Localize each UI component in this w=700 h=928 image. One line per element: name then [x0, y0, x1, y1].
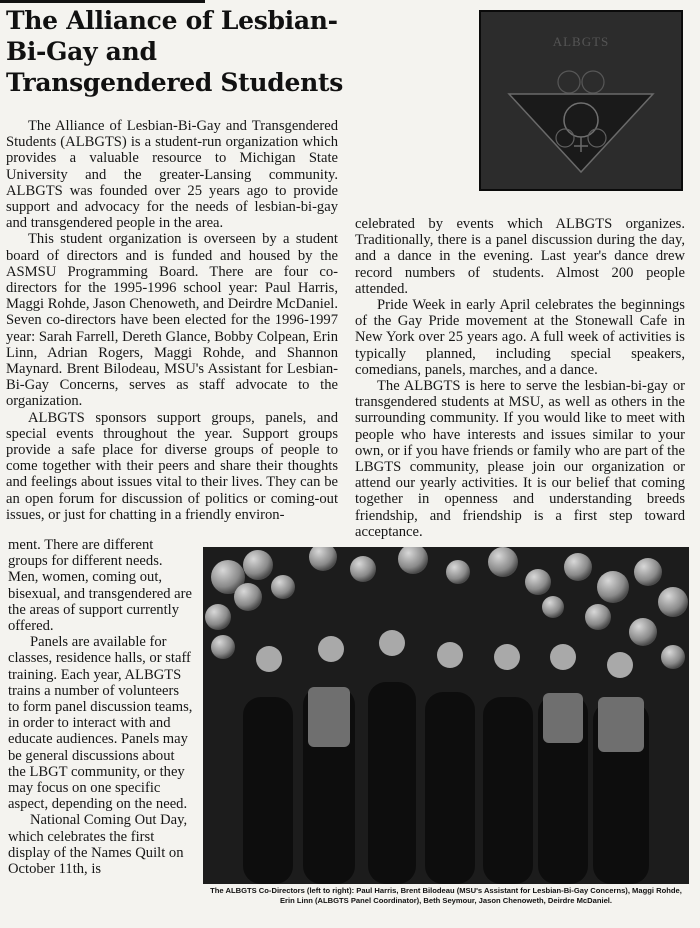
photo-caption: The ALBGTS Co-Directors (left to right): Paul Harris, Brent Bilodeau (MSU's Assistant for Lesbian-Bi-Gay Concerns), Maggi Rohde, Erin Linn (ALBGTS Panel Coordinator), Beth Seymour, Jason Chenoweth, Deirdre McDaniel.: [210, 886, 682, 905]
paragraph-intro: The Alliance of Lesbian-Bi-Gay and Transgendered Students (ALBGTS) is a student-run organization which provides a valuable resource to Michigan State University and the greater-Lansing community. ALBGTS was founded over 25 years ago to provide support and advocacy for the needs of lesbian-bi-gay and transgendered people in the area.: [6, 118, 338, 232]
paragraph-events: celebrated by events which ALBGTS organizes. Traditionally, there is a panel discussion during the day, and a dance in the evening. Last year's dance drew record numbers of students. Almost 200 people attended.: [355, 216, 685, 297]
paragraph-pride-week: Pride Week in early April celebrates the beginnings of the Gay Pride movement at the Stonewall Cafe in New York over 25 years ago. A full week of activities is typically planned, including special speakers, comedians, panels, marches, and a dance.: [355, 297, 685, 378]
group-photo-image: [203, 547, 689, 884]
group-photo: [203, 547, 689, 884]
paragraph-directors: This student organization is overseen by a student board of directors and is funded and housed by the ASMSU Programming Board. There are four co-directors for the 1995-1996 school year: Paul Harris, Maggi Rohde, Jason Chenoweth, and Deirdre McDaniel. Seven co-directors have been elected for the 1996-1997 year: Sarah Farrell, Dereth Glance, Bobby Colpean, Erin Linn, Adrian Rogers, Maggi Rohde, and Shannon Maynard. Brent Bilodeau, MSU's Assistant for Lesbian-Bi-Gay Concerns, serves as staff advocate to the organization.: [6, 231, 338, 410]
paragraph-coming-out-day: National Coming Out Day, which celebrates the first display of the Names Quilt on October 11th, is: [8, 812, 188, 878]
paragraph-panels: Panels are available for classes, residence halls, or staff training. Each year, ALBGTS trains a number of volunteers to form panel discussion teams, in order to interact with and educate audiences. Panels may be general discussions about the LBGT community, or they may focus on one specific aspect, depending on the need.: [8, 634, 193, 813]
article-title: The Alliance of Lesbian-Bi-Gay and Transgendered Students: [6, 6, 343, 97]
column-left-top: [6, 118, 338, 523]
paragraph-support: ALBGTS sponsors support groups, panels, and special events throughout the year. Support groups provide a safe place for diverse groups of people to come together with their peers and share their thoughts and feelings about issues vital to their lives. They can be an open forum for discussion of politics or coming-out issues, or just for chatting in a friendly environ-: [6, 409, 338, 523]
column-left-bottom: [8, 537, 193, 877]
paragraph-groups: ment. There are different groups for different needs. Men, women, coming out, bisexual, and transgendered are the areas of support currently offered.: [8, 537, 192, 635]
title-rule: [0, 0, 205, 3]
albgts-logo: [479, 10, 683, 191]
paragraph-closing: The ALBGTS is here to serve the lesbian-bi-gay or transgendered students at MSU, as well as others in the surrounding community. If you would like to meet with people who have interests and issues similar to your own, or if you have friends or family who are part of the LBGTS community, please join our organization or attend our yearly activities. It is our belief that coming together in openness and understanding breeds friendship, and friendship is a first step toward acceptance.: [355, 378, 685, 540]
column-right: [355, 216, 685, 540]
logo-text: ALBGTS: [552, 34, 610, 49]
